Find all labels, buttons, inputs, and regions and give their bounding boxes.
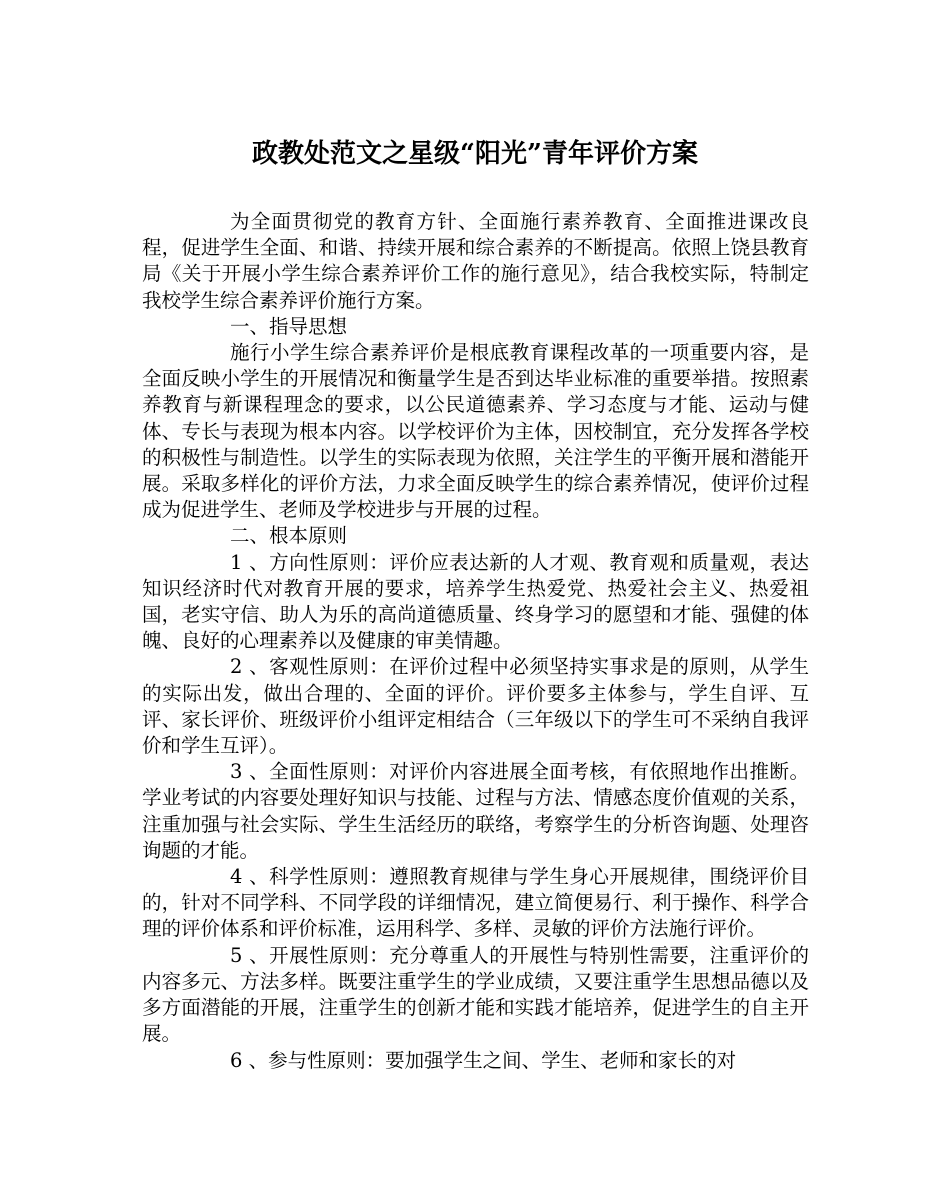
document-title: 政教处范文之星级“阳光”青年评价方案 xyxy=(252,139,698,169)
paragraph-principle-2: 2 、客观性原则：在评价过程中必须坚持实事求是的原则，从学生的实际出发，做出合理的、全面的评价。评价要多主体参与，学生自评、互评、家长评价、班级评价小组评定相结合（三年级以下的学生可不采纳自我评价和学生互评）。 xyxy=(142,655,809,758)
section-heading-basic-principles: 二、根本原则 xyxy=(230,524,348,548)
paragraph-intro: 为全面贯彻党的教育方针、全面施行素养教育、全面推进课改良程，促进学生全面、和谐、持续开展和综合素养的不断提高。依照上饶县教育局《关于开展小学生综合素养评价工作的施行意见》，结合我校实际，特制定我校学生综合素养评价施行方案。 xyxy=(142,210,809,312)
document-body xyxy=(142,209,809,1074)
paragraph-principle-4: 4 、科学性原则：遵照教育规律与学生身心开展规律，围绕评价目的，针对不同学科、不同学段的详细情况，建立简便易行、利于操作、科学合理的评价体系和评价标准，运用科学、多样、灵敏的评价方法施行评价。 xyxy=(142,865,809,941)
paragraph-principle-6: 6 、参与性原则：要加强学生之间、学生、老师和家长的对 xyxy=(230,1048,737,1072)
paragraph-guiding-thought: 施行小学生综合素养评价是根底教育课程改革的一项重要内容，是全面反映小学生的开展情况和衡量学生是否到达毕业标准的重要举措。按照素养教育与新课程理念的要求，以公民道德素养、学习态度与才能、运动与健体、专长与表现为根本内容。以学校评价为主体，因校制宜，充分发挥各学校的积极性与制造性。以学生的实际表现为依照，关注学生的平衡开展和潜能开展。采取多样化的评价方法，力求全面反映学生的综合素养情况，使评价过程成为促进学生、老师及学校进步与开展的过程。 xyxy=(142,341,809,522)
paragraph-principle-1: 1 、方向性原则：评价应表达新的人才观、教育观和质量观，表达知识经济时代对教育开展的要求，培养学生热爱党、热爱社会主义、热爱祖国，老实守信、助人为乐的高尚道德质量、终身学习的愿望和才能、强健的体魄、良好的心理素养以及健康的审美情趣。 xyxy=(142,550,809,653)
paragraph-principle-3: 3 、全面性原则：对评价内容进展全面考核，有依照地作出推断。学业考试的内容要处理好知识与技能、过程与方法、情感态度价值观的关系，注重加强与社会实际、学生生活经历的联络，考察学生的分析咨询题、处理咨询题的才能。 xyxy=(142,760,809,862)
section-heading-guiding-thought: 一、指导思想 xyxy=(230,314,348,338)
paragraph-principle-5: 5 、开展性原则：充分尊重人的开展性与特别性需要，注重评价的内容多元、方法多样。既要注重学生的学业成绩，又要注重学生思想品德以及多方面潜能的开展，注重学生的创新才能和实践才能培养，促进学生的自主开展。 xyxy=(142,943,809,1046)
